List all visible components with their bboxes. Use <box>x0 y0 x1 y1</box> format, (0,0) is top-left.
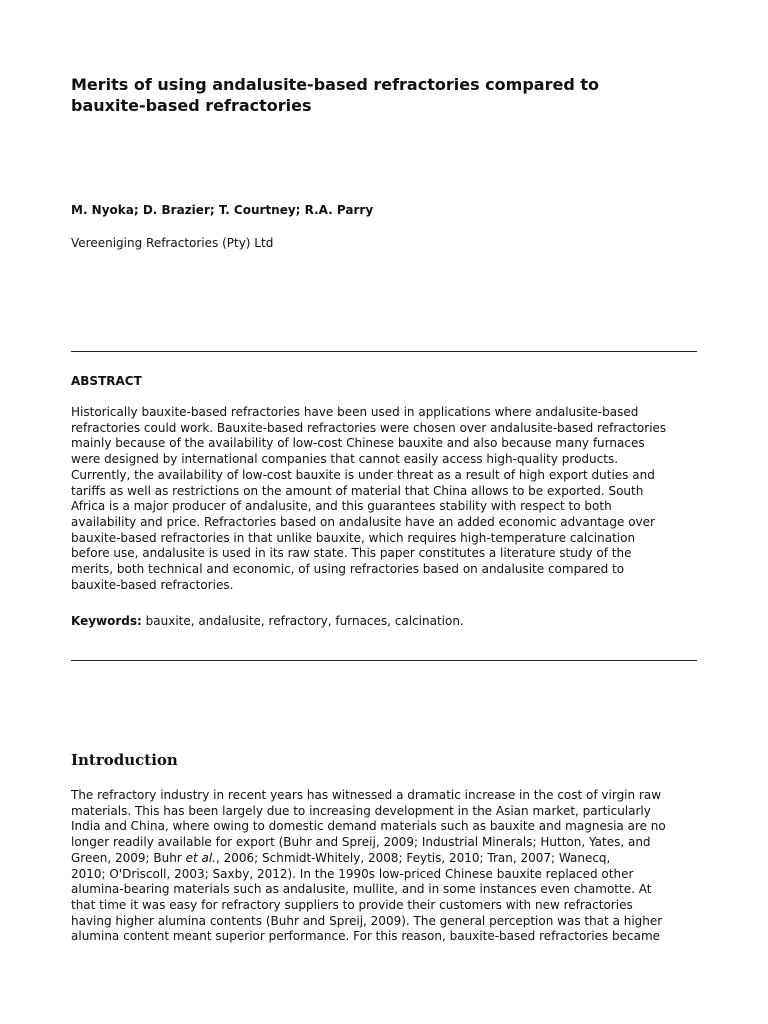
divider-bottom <box>71 660 697 661</box>
keywords <box>71 613 464 629</box>
abstract-line: before use, andalusite is used in its raw state. This paper constitutes a literature study of the <box>71 546 632 561</box>
title-line-2: bauxite-based refractories <box>71 96 312 115</box>
abstract-line: tariffs as well as restrictions on the amount of material that China allows to be exported. South <box>71 483 644 498</box>
citation-text: Green, 2009; Buhr <box>71 850 186 865</box>
introduction-body <box>71 788 698 945</box>
introduction-line <box>71 851 698 867</box>
abstract-line: availability and price. Refractories based on andalusite have an added economic advantage over <box>71 514 655 529</box>
introduction-line: longer readily available for export (Buhr and Spreij, 2009; Industrial Minerals; Hutton, Yates, and <box>71 835 651 850</box>
abstract-heading: ABSTRACT <box>71 374 142 388</box>
abstract-line: bauxite-based refractories. <box>71 577 234 592</box>
introduction-line: alumina-bearing materials such as andalusite, mullite, and in some instances even chamotte. At <box>71 882 652 897</box>
abstract-line: Currently, the availability of low-cost bauxite is under threat as a result of high export duties and <box>71 467 655 482</box>
title-line-1: Merits of using andalusite-based refractories compared to <box>71 75 599 94</box>
keywords-text: bauxite, andalusite, refractory, furnaces, calcination. <box>141 614 464 628</box>
abstract-line: Africa is a major producer of andalusite, and this guarantees stability with respect to both <box>71 499 612 514</box>
citation-text: , 2006; Schmidt-Whitely, 2008; Feytis, 2010; Tran, 2007; Wanecq, <box>215 850 611 865</box>
introduction-line: having higher alumina contents (Buhr and Spreij, 2009). The general perception was that a higher <box>71 913 663 928</box>
affiliation: Vereeniging Refractories (Pty) Ltd <box>71 236 274 250</box>
keywords-label: Keywords: <box>71 614 142 628</box>
introduction-line: that time it was easy for refractory suppliers to provide their customers with new refractories <box>71 897 633 912</box>
divider-top <box>71 351 697 352</box>
abstract-line: bauxite-based refractories in that unlike bauxite, which requires high-temperature calcination <box>71 530 636 545</box>
abstract-line: merits, both technical and economic, of using refractories based on andalusite compared to <box>71 562 625 577</box>
et-al-italic: et al. <box>185 850 216 865</box>
introduction-line: materials. This has been largely due to increasing development in the Asian market, particularly <box>71 803 651 818</box>
introduction-line: alumina content meant superior performance. For this reason, bauxite-based refractories became <box>71 929 661 944</box>
paper-title <box>71 74 698 116</box>
introduction-line: India and China, where owing to domestic demand materials such as bauxite and magnesia are no <box>71 819 666 834</box>
introduction-heading: Introduction <box>71 751 178 769</box>
author-list: M. Nyoka; D. Brazier; T. Courtney; R.A. Parry <box>71 203 374 217</box>
abstract-line: mainly because of the availability of low-cost Chinese bauxite and also because many furnaces <box>71 436 645 451</box>
abstract-body <box>71 405 698 593</box>
abstract-line: refractories could work. Bauxite-based refractories were chosen over andalusite-based refractories <box>71 420 667 435</box>
abstract-line: Historically bauxite-based refractories have been used in applications where andalusite-based <box>71 405 639 419</box>
introduction-line: 2010; O'Driscoll, 2003; Saxby, 2012). In the 1990s low-priced Chinese bauxite replaced other <box>71 866 634 881</box>
abstract-line: were designed by international companies that cannot easily access high-quality products. <box>71 452 619 467</box>
introduction-line: The refractory industry in recent years has witnessed a dramatic increase in the cost of virgin raw <box>71 788 662 802</box>
